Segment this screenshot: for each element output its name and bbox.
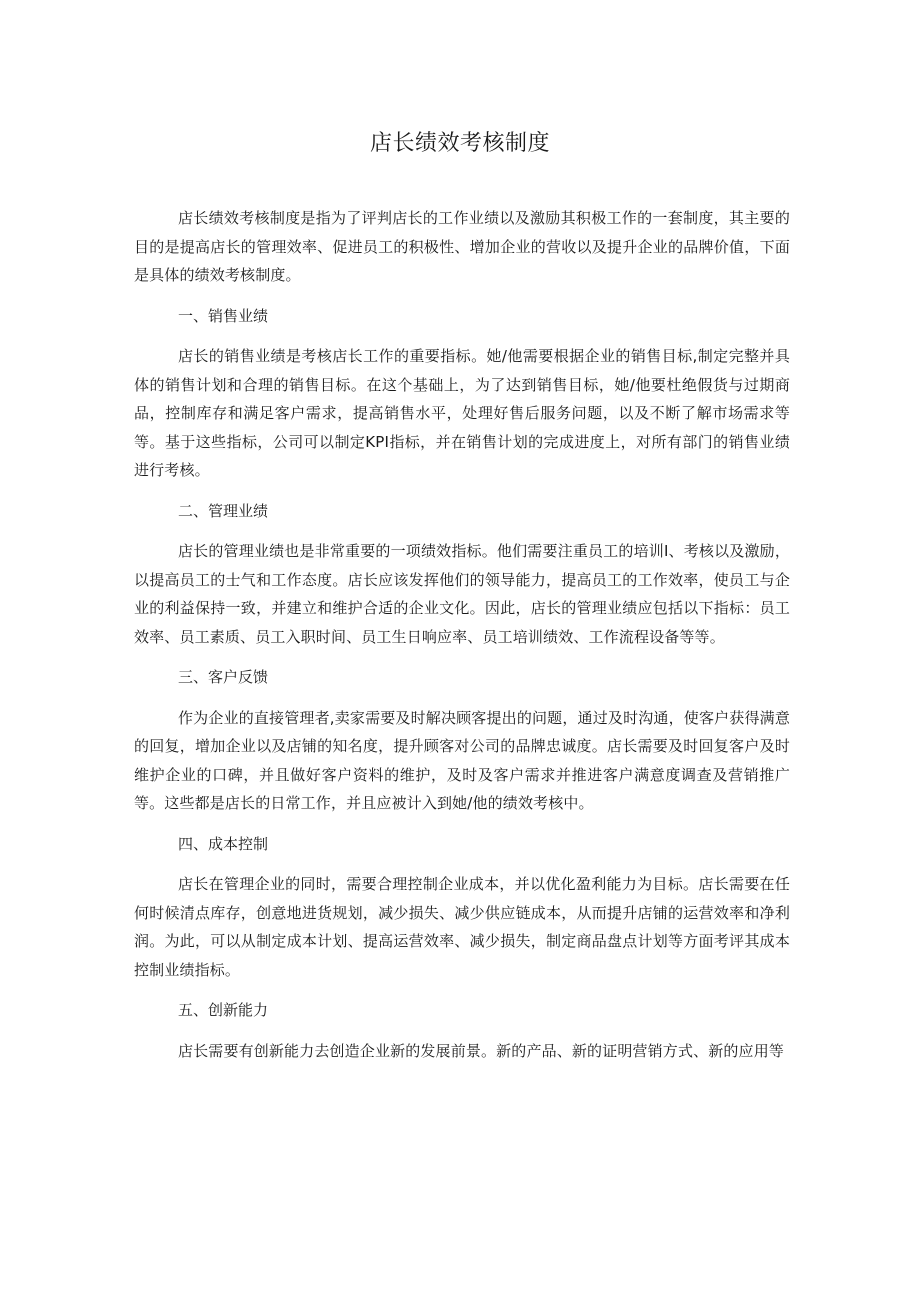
section-heading-sales: 一、销售业绩 [178, 306, 269, 325]
section-heading-management: 二、管理业绩 [178, 501, 269, 520]
section-body-management: 店长的管理业绩也是非常重要的一项绩效指标。他们需要注重员工的培训I、考核以及激励，以提高员工的士气和工作态度。店长应该发挥他们的领导能力，提高员工的工作效率，使员工与企业的利益保持一致，并建立和维护合适的企业文化。因此，店长的管理业绩应包括以下指标：员工效率、员工素质、员工入职时间、员工生日响应率、员工培训绩效、工作流程设备等等。 [134, 542, 790, 646]
section-body-sales: 店长的销售业绩是考核店长工作的重要指标。她/他需要根据企业的销售目标,制定完整并具体的销售计划和合理的销售目标。在这个基础上，为了达到销售目标，她/他要杜绝假货与过期商品，控制库存和满足客户需求，提高销售水平，处理好售后服务问题，以及不断了解市场需求等等。基于这些指标，公司可以制定KPI指标，并在销售计划的完成进度上，对所有部门的销售业绩进行考核。 [134, 347, 790, 479]
section-heading-innovation: 五、创新能力 [178, 1001, 269, 1019]
section-body-cost-control: 店长在管理企业的同时，需要合理控制企业成本，并以优化盈利能力为目标。店长需要在任何时候清点库存，创意地进货规划，减少损失、减少供应链成本，从而提升店铺的运营效率和净利润。为此，可以从制定成本计划、提高运营效率、减少损失，制定商品盘点计划等方面考评其成本控制业绩指标。 [134, 875, 790, 979]
section-body-customer-feedback: 作为企业的直接管理者,卖家需要及时解决顾客提出的问题，通过及时沟通，使客户获得满意的回复，增加企业以及店铺的知名度，提升顾客对公司的品牌忠诚度。店长需要及时回复客户及时维护企业的口碑，并且做好客户资料的维护，及时及客户需求并推进客户满意度调查及营销推广等。这些都是店长的日常工作，并且应被计入到她/他的绩效考核中。 [134, 708, 790, 812]
section-heading-cost-control: 四、成本控制 [178, 834, 269, 853]
intro-paragraph: 店长绩效考核制度是指为了评判店长的工作业绩以及激励其积极工作的一套制度，其主要的目的是提高店长的管理效率、促进员工的积极性、增加企业的营收以及提升企业的品牌价值，下面是具体的绩效考核制度。 [134, 209, 790, 284]
document-body [134, 204, 790, 1065]
section-heading-customer-feedback: 三、客户反馈 [178, 668, 269, 686]
section-body-innovation: 店长需要有创新能力去创造企业新的发展前景。新的产品、新的证明营销方式、新的应用等 [178, 1041, 785, 1060]
document-title: 店长绩效考核制度 [369, 131, 550, 156]
